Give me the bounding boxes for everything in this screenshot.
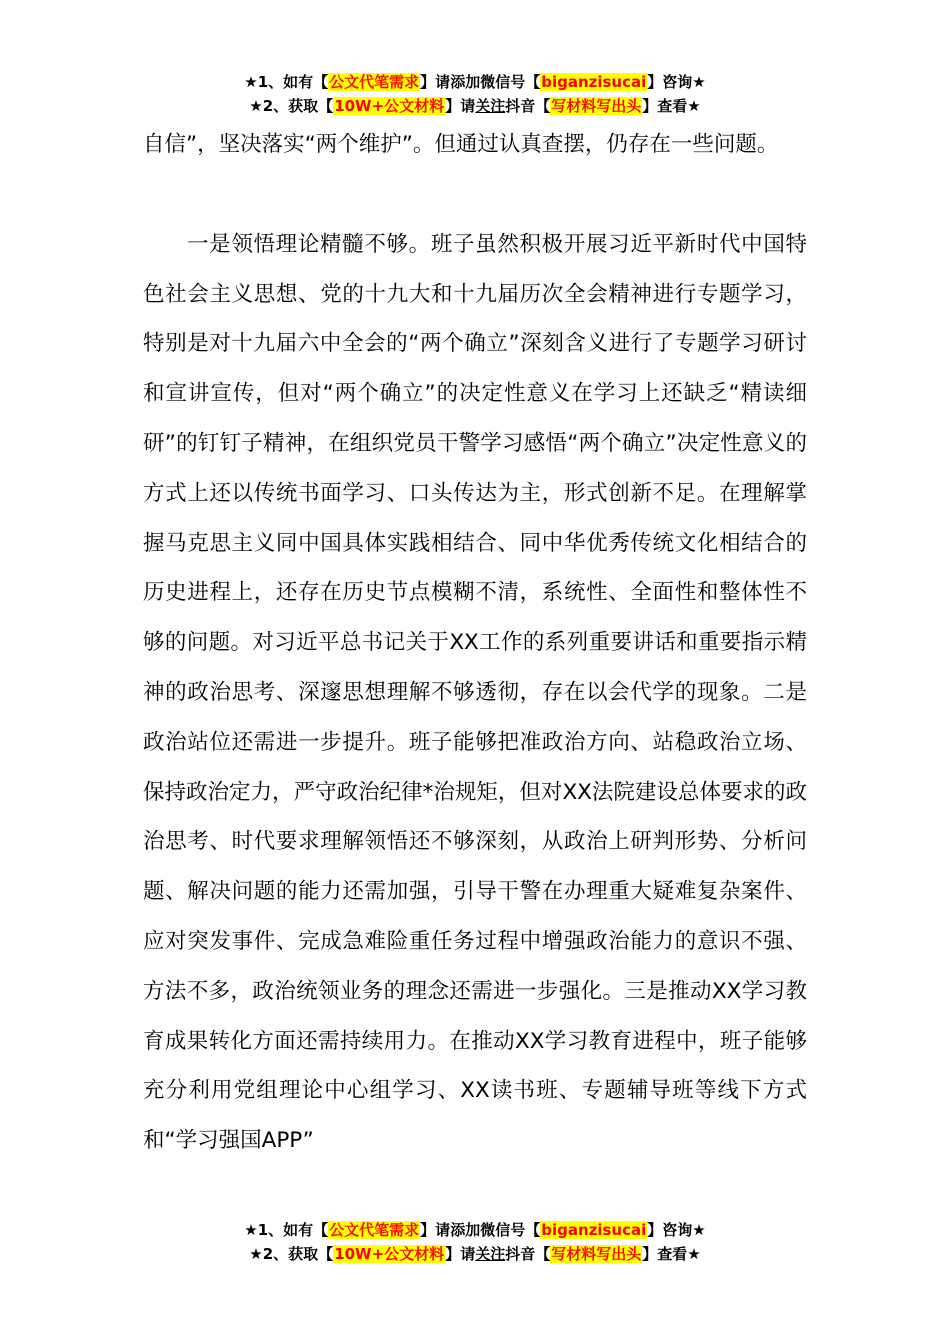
banner-text: 】查看★ [642,97,701,115]
banner-text: 】请 [445,97,476,115]
banner-highlight: 公文代笔需求 [329,73,420,91]
banner-emphasis: 添加 [450,73,481,91]
paragraph-problems: 一是领悟理论精髓不够。班子虽然积极开展习近平新时代中国特色社会主义思想、党的十九大和十九届历次全会精神进行专题学习，特别是对十九届六中全会的“两个确立”深刻含义进行了专题学习研讨和宣讲宣传，但对“两个确立”的决定性意义在学习上还缺乏“精读细研”的钉钉子精神，在组织党员干警学习感悟“两个确立”决定性意义的方式上还以传统书面学习、口头传达为主，形式创新不足。在理解掌握马克思主义同中国具体实践相结合、同中华优秀传统文化相结合的历史进程上，还存在历史节点模糊不清，系统性、全面性和整体性不够的问题。对习近平总书记关于XX工作的系列重要讲话和重要指示精神的政治思考、深邃思想理解不够透彻，存在以会代学的现象。二是政治站位还需进一步提升。班子能够把准政治方向、站稳政治立场、保持政治定力，严守政治纪律*治规矩，但对XX法院建设总体要求的政治思考、时代要求理解领悟还不够深刻，从政治上研判形势、分析问题、解决问题的能力还需加强，引导干警在办理重大疑难复杂案件、应对突发事件、完成急难险重任务过程中增强政治能力的意识不强、方法不多，政治统领业务的理念还需进一步强化。三是推动XX学习教育成果转化方面还需持续用力。在推动XX学习教育进程中，班子能够充分利用党组理论中心组学习、XX读书班、专题辅导班等线下方式和“学习强国APP” [143,231,807,1154]
banner-emphasis: 关注 [475,97,506,115]
banner-text: 】咨询★ [647,1221,706,1239]
banner-text: 】请 [420,1221,451,1239]
banner-highlight: biganzisucai [541,1221,647,1239]
banner-text: 】请 [420,73,451,91]
banner-text: 微信号【 [480,73,541,91]
banner-text: 微信号【 [480,1221,541,1239]
header-banner [0,70,950,118]
banner-text: 】请 [445,1245,476,1263]
paragraph-gap [143,170,807,220]
paragraph-intro: 自信”，坚决落实“两个维护”。但通过认真查摆，仍存在一些问题。 [143,132,779,157]
banner-text: ★2、获取【 [249,97,334,115]
banner-line-2 [0,1242,950,1266]
banner-line-1 [0,1218,950,1242]
banner-highlight: biganzisucai [541,73,647,91]
banner-highlight: 10W+公文材料 [334,1245,445,1263]
banner-text: 抖音【 [505,1245,551,1263]
banner-highlight: 10W+公文材料 [334,97,445,115]
banner-highlight: 公文代笔需求 [329,1221,420,1239]
banner-text: ★1、如有【 [244,1221,329,1239]
banner-text: 抖音【 [505,97,551,115]
banner-emphasis: 关注 [475,1245,506,1263]
banner-text: ★2、获取【 [249,1245,334,1263]
footer-banner [0,1218,950,1266]
banner-text: 】查看★ [642,1245,701,1263]
banner-highlight: 写材料写出头 [551,1245,642,1263]
banner-line-2 [0,94,950,118]
document-body [143,120,807,1166]
banner-line-1 [0,70,950,94]
banner-text: 】咨询★ [647,73,706,91]
banner-highlight: 写材料写出头 [551,97,642,115]
banner-emphasis: 添加 [450,1221,481,1239]
banner-text: ★1、如有【 [244,73,329,91]
